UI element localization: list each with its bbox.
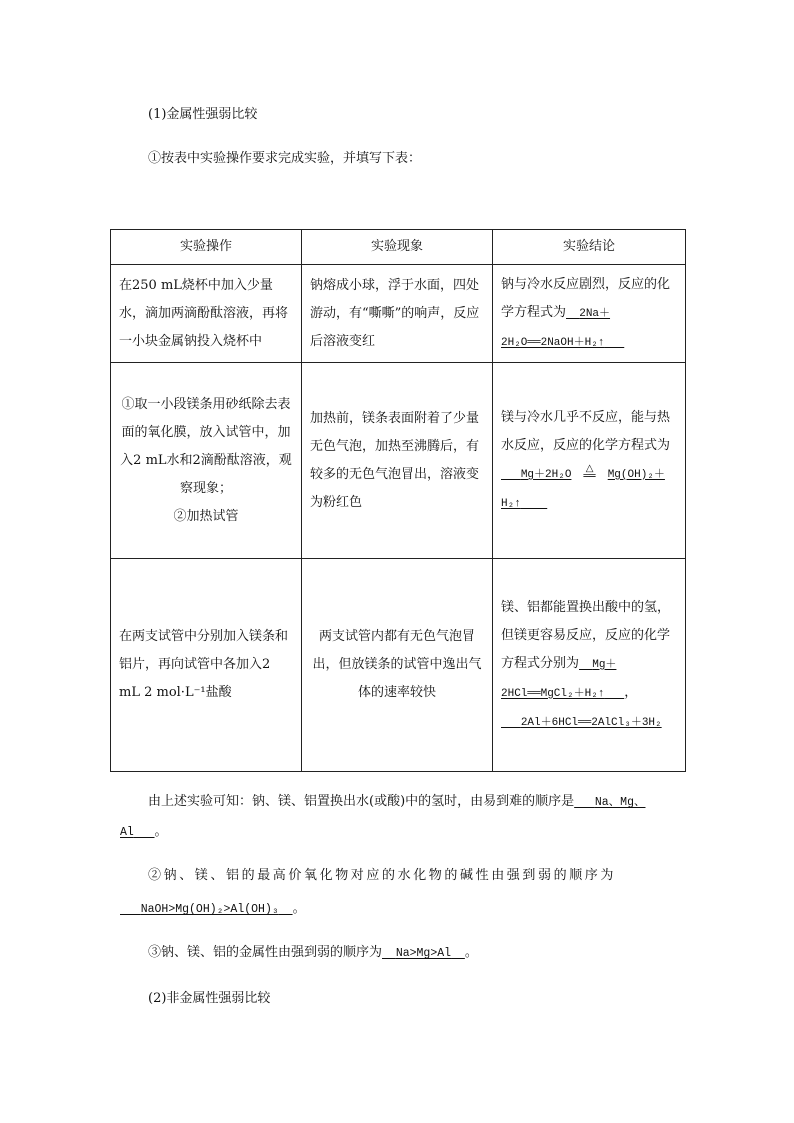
row1-conclusion: [493, 265, 686, 363]
q3-line: [148, 941, 478, 960]
summary-answer-1: Na、Mg、: [594, 796, 646, 809]
instruction-text: ①按表中实验操作要求完成实验，并填写下表：: [148, 151, 422, 166]
row3-operation: 在两支试管中分别加入镁条和铝片，再向试管中各加入2 mL 2 mol·L⁻¹盐酸: [111, 559, 302, 772]
header-phenomenon: 实验现象: [302, 230, 493, 265]
row3-conclusion: [493, 559, 686, 772]
row1-conclusion-text: 钠与冷水反应剧烈，反应的化学方程式为: [501, 276, 671, 320]
row2-eq-mid: Mg(OH)₂＋: [607, 468, 665, 481]
q3-text: ③钠、镁、铝的金属性由强到弱的顺序为: [148, 945, 383, 960]
q2-answer: NaOH>Mg(OH)₂>Al(OH)₃: [140, 903, 279, 916]
q2-text: ②钠、镁、铝的最高价氧化物对应的水化物的碱性由强到弱的顺序为: [148, 868, 617, 883]
table-header-row: [111, 230, 686, 265]
summary-line: [148, 790, 645, 809]
header-operation: 实验操作: [111, 230, 302, 265]
row1-operation: 在250 mL烧杯中加入少量水，滴加两滴酚酞溶液，再将一小块金属钠投入烧杯中: [111, 265, 302, 363]
q3-answer: Na>Mg>Al: [395, 947, 452, 960]
row2-eq-part1: Mg＋2H₂O: [520, 468, 572, 481]
row3-eq-part3: 2Al＋6HCl══2AlCl₃＋3H₂: [520, 716, 662, 729]
summary-answer-2: Al: [120, 826, 134, 839]
experiment-table: [110, 229, 686, 772]
row2-op-step2: ②加热试管: [173, 508, 239, 524]
table-row: [111, 559, 686, 772]
row2-phenomenon: 加热前，镁条表面附着了少量无色气泡，加热至沸腾后，有较多的无色气泡冒出，溶液变为粉红色: [302, 363, 493, 559]
header-conclusion: 实验结论: [493, 230, 686, 265]
heat-equals-sign: △ ══: [583, 463, 596, 482]
table-row: [111, 265, 686, 363]
row2-conclusion: [493, 363, 686, 559]
row3-eq-part2: 2HCl══MgCl₂＋H₂↑: [501, 687, 605, 700]
row1-eq-part2: 2H₂O══2NaOH＋H₂↑: [501, 336, 605, 349]
row1-eq-part1: 2Na＋: [579, 307, 611, 320]
summary-end: 。: [154, 824, 168, 839]
row3-conclusion-text: 镁、铝都能置换出酸中的氢，但镁更容易反应，反应的化学方程式分别为: [501, 599, 671, 671]
section-heading-metal: (1)金属性强弱比较: [148, 107, 258, 122]
row3-phenomenon: 两支试管内都有无色气泡冒出，但放镁条的试管中逸出气体的速率较快: [302, 559, 493, 772]
q2-end: 。: [292, 901, 306, 916]
row2-conclusion-text: 镁与冷水几乎不反应，能与热水反应，反应的化学方程式为: [501, 409, 671, 453]
row2-eq-part2: H₂↑: [501, 497, 521, 510]
row3-separator: ，: [624, 684, 638, 700]
section-heading-nonmetal: (2)非金属性强弱比较: [148, 991, 271, 1006]
row2-operation: [111, 363, 302, 559]
row2-op-step1: ①取一小段镁条用砂纸除去表面的氧化膜，放入试管中，加入2 mL水和2滴酚酞溶液，观察现象；: [120, 396, 292, 496]
summary-line-2: [120, 820, 168, 839]
row3-eq-part1: Mg＋: [592, 658, 617, 671]
row1-phenomenon: 钠熔成小球，浮于水面，四处游动，有“嘶嘶”的响声，反应后溶液变红: [302, 265, 493, 363]
q3-end: 。: [464, 945, 478, 960]
q2-answer-line: [120, 897, 306, 916]
table-row: [111, 363, 686, 559]
summary-text: 由上述实验可知：钠、镁、铝置换出水(或酸)中的氢时，由易到难的顺序是: [148, 794, 575, 809]
